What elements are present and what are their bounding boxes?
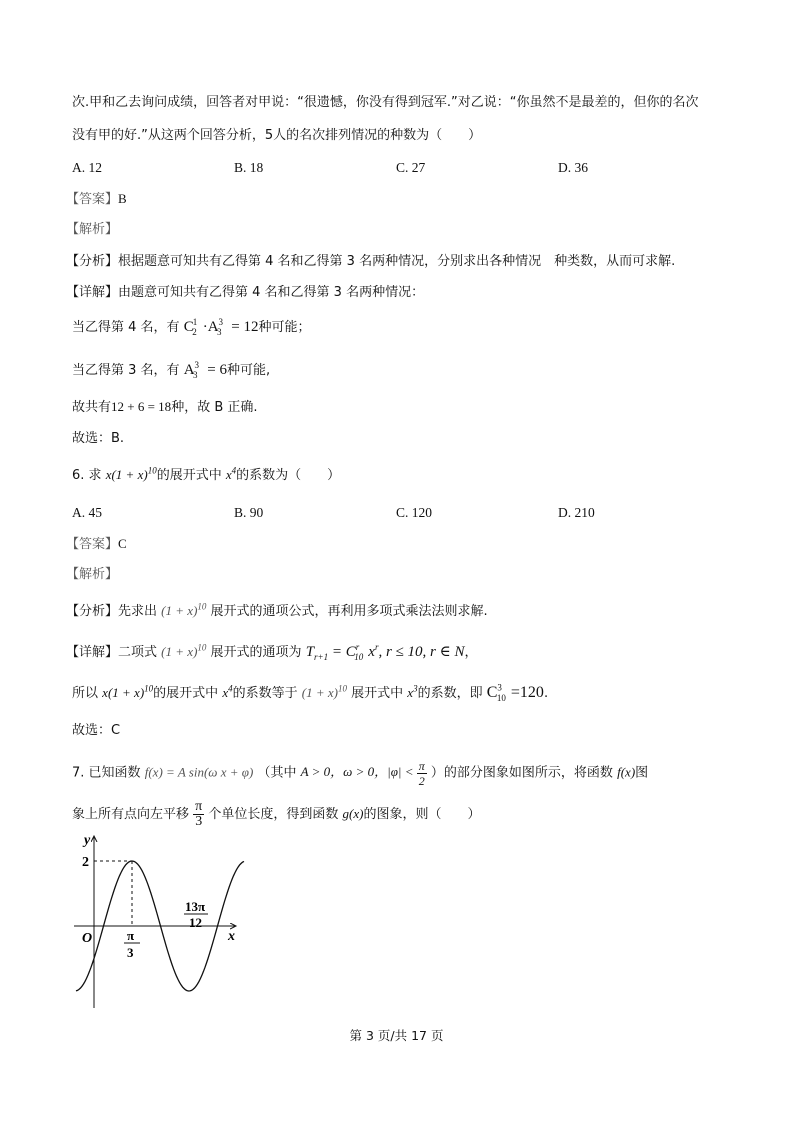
case2-post: 种可能, <box>227 363 271 378</box>
q5-xiangjie <box>66 284 424 302</box>
full-expr: $x(1 + x)^{10}$ <box>102 683 154 700</box>
q5-option-b: B. 18 <box>234 160 264 175</box>
q6-expr: $x(1 + x)^{10}$ <box>105 465 157 482</box>
fenxi-post: 展开式的通项公式，再利用多项式乘法法则求解. <box>210 604 488 619</box>
gx: g(x) <box>342 806 364 821</box>
q5-fenxi <box>66 253 675 271</box>
q6-option-a: A. 45 <box>72 505 102 520</box>
case1-formula: $C^1_2 \cdot A^3_3 = 12$ <box>183 317 259 337</box>
conditions: A > 0，ω > 0，|φ| < $\frac{\pi}{2}$ <box>300 759 425 788</box>
sine-graph <box>60 828 260 1013</box>
result: $C^3_{10} =120$ <box>486 682 544 704</box>
q5-choose: 故选：B. <box>72 431 125 446</box>
q6-stem-mid: 的展开式中 <box>156 468 222 483</box>
q6-x4: $x^4$ <box>225 465 237 482</box>
so-mid1: 的展开式中 <box>153 686 219 701</box>
q5-answer <box>66 190 127 209</box>
q7b-post: 个单位长度，得到函数 <box>208 807 339 822</box>
q7-mid: （其中 <box>257 765 297 781</box>
total-expr: 12 + 6 = 18 <box>111 399 172 414</box>
q5-analysis-tag: 【解析】 <box>66 222 119 237</box>
fenxi-pre: 先求出 <box>118 604 158 619</box>
q6-stem <box>72 466 340 485</box>
q7-post: 图 <box>635 765 649 781</box>
xj-post: ， <box>464 645 478 660</box>
fx-def: f(x) = A sin(ω x + φ) <box>144 764 254 780</box>
q5-total <box>72 398 258 417</box>
so-mid4: 的系数，即 <box>417 686 483 701</box>
x4: $x^4$ <box>222 683 233 700</box>
x-axis-label: x <box>228 929 235 944</box>
general-term: $T_{r+1} = C^r_{10}$ $x^r$, r ≤ 10, r ∈ N <box>305 642 465 662</box>
answer-value: B <box>118 191 127 206</box>
answer-tag: 【答案】 <box>66 537 119 552</box>
pi-over-3: $\frac{\pi}{3}$ <box>195 799 203 829</box>
q6-choose: 故选：C <box>72 723 121 738</box>
q6-fenxi <box>66 602 488 621</box>
q6-option-c: C. 120 <box>396 505 433 520</box>
q7-stem-line2 <box>72 800 481 829</box>
zero-den: 12 <box>189 915 202 930</box>
so-mid3: 展开式中 <box>351 686 404 701</box>
zero-num: 13π <box>185 899 206 914</box>
tick-pi3-den: 3 <box>127 945 134 960</box>
q6-answer <box>66 535 127 554</box>
binom-expr: $(1 + x)^{10}$ <box>161 601 207 618</box>
so-mid2: 的系数等于 <box>232 686 298 701</box>
q6-xiangjie <box>66 643 478 662</box>
q6-stem-post: 的系数为（ ） <box>236 468 341 483</box>
q6-option-d: D. 210 <box>558 505 595 520</box>
x3: $x^3$ <box>407 683 418 700</box>
so-post: . <box>543 686 549 701</box>
q7-mid2: ）的部分图象如图所示，将函数 <box>430 765 613 781</box>
xiangjie-text: 由题意可知共有乙得第 4 名和乙得第 3 名两种情况： <box>118 285 425 300</box>
answer-value: C <box>118 536 127 551</box>
case2-formula: $A^3_3 = 6$ <box>183 360 227 380</box>
q5-stem-line2: 没有甲的好.”从这两个回答分析，5人的名次排列情况的种数为（ ） <box>72 128 482 143</box>
q7b-end: 的图象，则（ ） <box>363 807 481 822</box>
xj-mid: 展开式的通项为 <box>210 645 302 660</box>
tick-pi3-num: π <box>127 928 135 943</box>
q7-pre: 7. 已知函数 <box>72 765 141 781</box>
binom-expr: $(1 + x)^{10}$ <box>301 683 347 700</box>
xiangjie-tag: 【详解】 <box>66 645 119 660</box>
case1-post: 种可能； <box>258 320 311 335</box>
q5-stem-line1: 次.甲和乙去询问成绩，回答者对甲说：“很遗憾，你没有得到冠军.”对乙说：“你虽然不是最差的，但你的名次 <box>72 95 699 110</box>
origin-label: O <box>82 931 93 946</box>
fenxi-text: 根据题意可知共有乙得第 4 名和乙得第 3 名两种情况，分别求出各种情况 种类数，从而可求解. <box>118 254 676 269</box>
q7-stem-line1 <box>72 759 648 788</box>
binom-expr: $(1 + x)^{10}$ <box>161 642 207 659</box>
q7b-pre: 象上所有点向左平移 <box>72 807 190 822</box>
fenxi-tag: 【分析】 <box>66 604 119 619</box>
page-footer: 第 3 页/共 17 页 <box>349 1028 444 1043</box>
xiangjie-tag: 【详解】 <box>66 285 119 300</box>
fx: f(x) <box>617 764 636 780</box>
max-label: 2 <box>82 855 89 870</box>
q5-case1 <box>72 318 311 337</box>
q6-so <box>72 684 548 703</box>
fenxi-tag: 【分析】 <box>66 254 119 269</box>
q6-stem-pre: 6. 求 <box>72 468 102 483</box>
case2-pre: 当乙得第 3 名，有 <box>72 363 180 378</box>
y-axis-label: y <box>84 833 91 848</box>
q5-option-a: A. 12 <box>72 160 102 175</box>
total-post: 种，故 B 正确. <box>171 400 258 415</box>
q5-option-d: D. 36 <box>558 160 588 175</box>
answer-tag: 【答案】 <box>66 192 119 207</box>
q5-option-c: C. 27 <box>396 160 426 175</box>
so-pre: 所以 <box>72 686 99 701</box>
xj-pre: 二项式 <box>118 645 158 660</box>
q6-option-b: B. 90 <box>234 505 264 520</box>
total-pre: 故共有 <box>72 400 112 415</box>
case1-pre: 当乙得第 4 名，有 <box>72 320 180 335</box>
q6-analysis-tag: 【解析】 <box>66 567 119 582</box>
q5-case2 <box>72 361 270 380</box>
